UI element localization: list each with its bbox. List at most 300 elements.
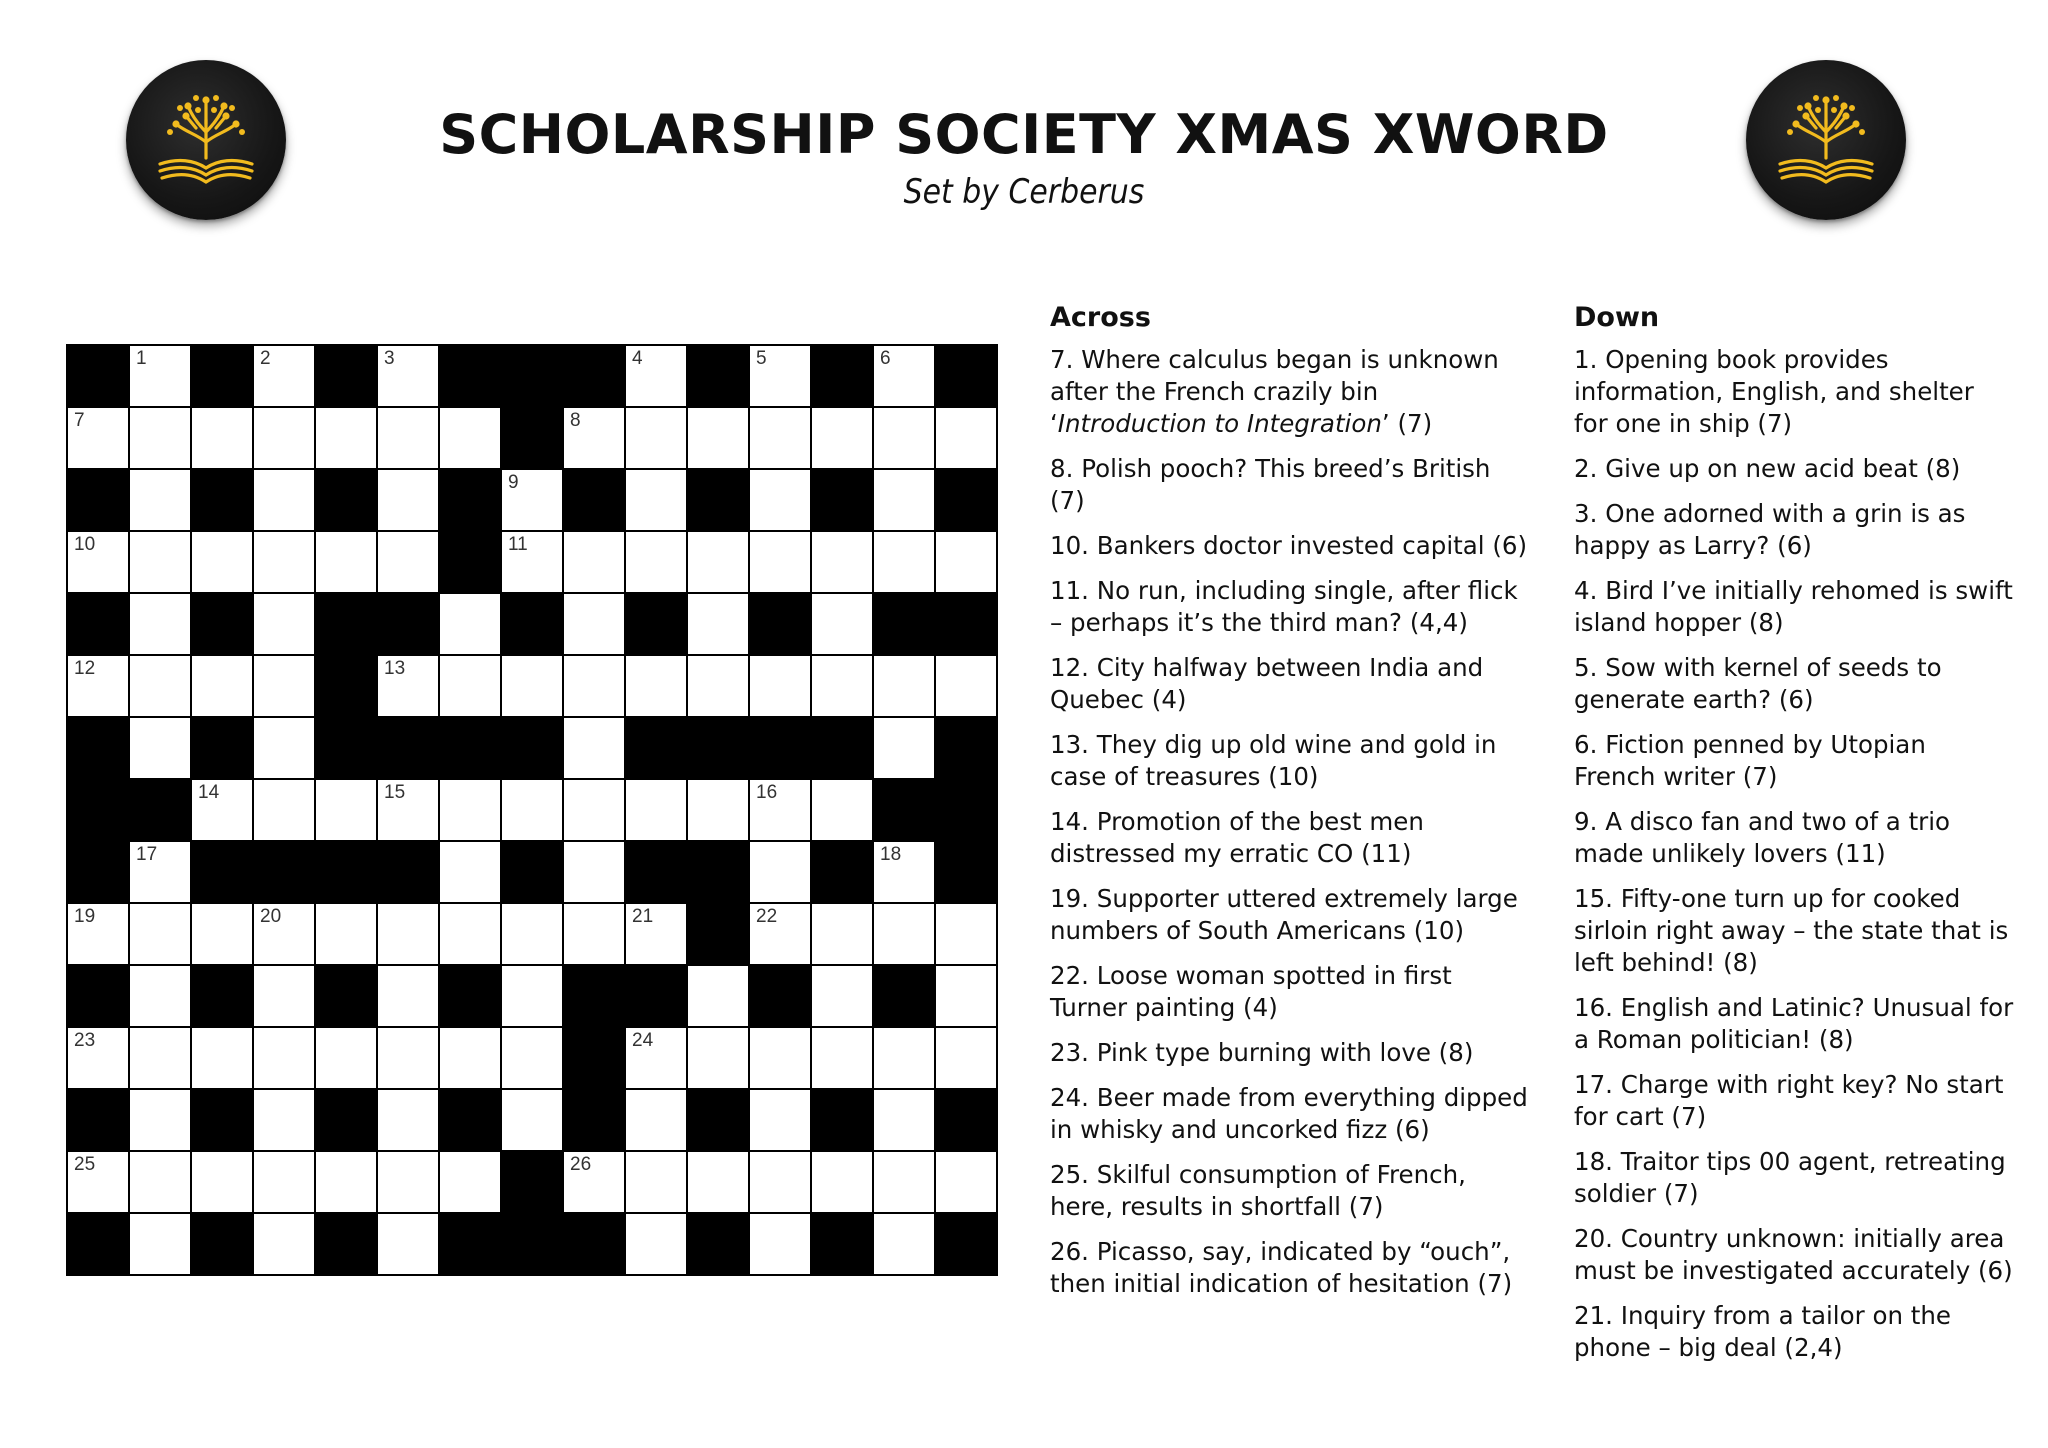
block-cell <box>191 841 253 903</box>
answer-cell[interactable] <box>377 655 439 717</box>
answer-cell[interactable] <box>501 531 563 593</box>
block-cell <box>439 531 501 593</box>
answer-cell[interactable] <box>501 965 563 1027</box>
block-cell <box>67 965 129 1027</box>
answer-cell[interactable] <box>315 531 377 593</box>
block-cell <box>563 469 625 531</box>
block-cell <box>315 841 377 903</box>
answer-cell[interactable] <box>191 655 253 717</box>
answer-cell[interactable] <box>439 655 501 717</box>
down-clues <box>1574 300 2014 1377</box>
answer-cell[interactable] <box>501 469 563 531</box>
block-cell <box>67 345 129 407</box>
down-clue <box>1574 1146 2014 1210</box>
answer-cell[interactable] <box>563 841 625 903</box>
answer-cell[interactable] <box>315 779 377 841</box>
block-cell <box>935 1089 997 1151</box>
block-cell <box>563 1089 625 1151</box>
answer-cell[interactable] <box>625 407 687 469</box>
answer-cell[interactable] <box>67 903 129 965</box>
answer-cell[interactable] <box>687 965 749 1027</box>
answer-cell[interactable] <box>377 1089 439 1151</box>
answer-cell[interactable] <box>439 1151 501 1213</box>
block-cell <box>935 345 997 407</box>
answer-cell[interactable] <box>625 1089 687 1151</box>
block-cell <box>67 593 129 655</box>
block-cell <box>501 1151 563 1213</box>
answer-cell[interactable] <box>501 655 563 717</box>
across-clue <box>1050 883 1530 947</box>
answer-cell[interactable] <box>687 407 749 469</box>
answer-cell[interactable] <box>129 593 191 655</box>
answer-cell[interactable] <box>191 1027 253 1089</box>
clue-number: 20 <box>260 906 282 927</box>
block-cell <box>625 965 687 1027</box>
answer-cell[interactable] <box>129 531 191 593</box>
answer-cell[interactable] <box>315 407 377 469</box>
block-cell <box>563 1213 625 1275</box>
clue-num: 2. <box>1574 454 1598 483</box>
clue-num: 4. <box>1574 576 1598 605</box>
clue-text: Country unknown: initially area must be investigated accurately (6) <box>1574 1224 2013 1285</box>
answer-cell[interactable] <box>563 779 625 841</box>
answer-cell[interactable] <box>129 965 191 1027</box>
answer-cell[interactable] <box>749 1027 811 1089</box>
answer-cell[interactable] <box>253 1089 315 1151</box>
answer-cell[interactable] <box>129 655 191 717</box>
clue-number: 18 <box>880 844 902 865</box>
answer-cell[interactable] <box>563 717 625 779</box>
answer-cell[interactable] <box>563 531 625 593</box>
answer-cell[interactable] <box>253 345 315 407</box>
block-cell <box>749 965 811 1027</box>
clue-num: 17. <box>1574 1070 1613 1099</box>
answer-cell[interactable] <box>129 903 191 965</box>
clue-text: Inquiry from a tailor on the phone – big deal (2,4) <box>1574 1301 1951 1362</box>
answer-cell[interactable] <box>377 1213 439 1275</box>
answer-cell[interactable] <box>935 531 997 593</box>
answer-cell[interactable] <box>501 903 563 965</box>
clue-num: 8. <box>1050 454 1074 483</box>
block-cell <box>129 779 191 841</box>
block-cell <box>687 841 749 903</box>
answer-cell[interactable] <box>935 1027 997 1089</box>
answer-cell[interactable] <box>129 469 191 531</box>
answer-cell[interactable] <box>811 779 873 841</box>
clue-number: 9 <box>508 472 519 493</box>
block-cell <box>873 593 935 655</box>
answer-cell[interactable] <box>129 407 191 469</box>
clue-text: Charge with right key? No start for cart (7) <box>1574 1070 2004 1131</box>
answer-cell[interactable] <box>811 407 873 469</box>
across-clue <box>1050 652 1530 716</box>
down-clue <box>1574 344 2014 440</box>
block-cell <box>439 1213 501 1275</box>
answer-cell[interactable] <box>439 841 501 903</box>
answer-cell[interactable] <box>749 1151 811 1213</box>
block-cell <box>439 1089 501 1151</box>
clue-text: Give up on new acid beat (8) <box>1605 454 1961 483</box>
answer-cell[interactable] <box>253 779 315 841</box>
answer-cell[interactable] <box>811 531 873 593</box>
block-cell <box>935 1213 997 1275</box>
block-cell <box>749 593 811 655</box>
answer-cell[interactable] <box>129 1027 191 1089</box>
answer-cell[interactable] <box>563 593 625 655</box>
clue-text: Traitor tips 00 agent, retreating soldier (7) <box>1574 1147 2006 1208</box>
answer-cell[interactable] <box>687 655 749 717</box>
answer-cell[interactable] <box>873 469 935 531</box>
block-cell <box>439 469 501 531</box>
answer-cell[interactable] <box>811 1151 873 1213</box>
clue-number: 14 <box>198 782 220 803</box>
clue-number: 26 <box>570 1154 592 1175</box>
answer-cell[interactable] <box>67 407 129 469</box>
answer-cell[interactable] <box>749 531 811 593</box>
answer-cell[interactable] <box>873 1027 935 1089</box>
block-cell <box>67 1089 129 1151</box>
answer-cell[interactable] <box>439 593 501 655</box>
answer-cell[interactable] <box>315 903 377 965</box>
answer-cell[interactable] <box>253 407 315 469</box>
answer-cell[interactable] <box>749 345 811 407</box>
crossword-grid <box>66 344 998 1276</box>
answer-cell[interactable] <box>625 1027 687 1089</box>
clue-num: 12. <box>1050 653 1089 682</box>
block-cell <box>377 717 439 779</box>
clue-text: No run, including single, after flick – perhaps it’s the third man? (4,4) <box>1050 576 1518 637</box>
answer-cell[interactable] <box>253 717 315 779</box>
clue-num: 21. <box>1574 1301 1613 1330</box>
clue-number: 3 <box>384 348 395 369</box>
block-cell <box>315 1213 377 1275</box>
answer-cell[interactable] <box>67 1151 129 1213</box>
answer-cell[interactable] <box>253 903 315 965</box>
down-heading: Down <box>1574 302 1660 333</box>
answer-cell[interactable] <box>501 779 563 841</box>
answer-cell[interactable] <box>377 779 439 841</box>
down-clue <box>1574 729 2014 793</box>
clue-number: 2 <box>260 348 271 369</box>
block-cell <box>191 345 253 407</box>
down-clue <box>1574 652 2014 716</box>
clue-num: 25. <box>1050 1160 1089 1189</box>
answer-cell[interactable] <box>253 655 315 717</box>
answer-cell[interactable] <box>625 779 687 841</box>
block-cell <box>811 841 873 903</box>
clue-number: 8 <box>570 410 581 431</box>
answer-cell[interactable] <box>873 903 935 965</box>
across-clues <box>1050 300 1530 1313</box>
clue-number: 6 <box>880 348 891 369</box>
block-cell <box>811 345 873 407</box>
block-cell <box>873 965 935 1027</box>
down-clue <box>1574 575 2014 639</box>
block-cell <box>811 717 873 779</box>
answer-cell[interactable] <box>935 903 997 965</box>
clue-text: Supporter uttered extremely large numbers of South Americans (10) <box>1050 884 1518 945</box>
clue-text: Where calculus began is unknown after the French crazily bin ‘ <box>1050 345 1499 438</box>
block-cell <box>67 469 129 531</box>
answer-cell[interactable] <box>625 1151 687 1213</box>
answer-cell[interactable] <box>625 1213 687 1275</box>
down-clue <box>1574 453 2014 485</box>
block-cell <box>315 593 377 655</box>
answer-cell[interactable] <box>191 531 253 593</box>
block-cell <box>501 1213 563 1275</box>
clue-number: 17 <box>136 844 158 865</box>
block-cell <box>935 469 997 531</box>
answer-cell[interactable] <box>253 1027 315 1089</box>
clue-number: 23 <box>74 1030 96 1051</box>
answer-cell[interactable] <box>625 345 687 407</box>
answer-cell[interactable] <box>67 531 129 593</box>
answer-cell[interactable] <box>749 1213 811 1275</box>
answer-cell[interactable] <box>563 407 625 469</box>
down-clue <box>1574 883 2014 979</box>
answer-cell[interactable] <box>749 903 811 965</box>
clue-num: 14. <box>1050 807 1089 836</box>
answer-cell[interactable] <box>749 655 811 717</box>
answer-cell[interactable] <box>253 593 315 655</box>
clue-text: Pink type burning with love (8) <box>1096 1038 1474 1067</box>
answer-cell[interactable] <box>873 1151 935 1213</box>
answer-cell[interactable] <box>749 841 811 903</box>
answer-cell[interactable] <box>873 531 935 593</box>
down-clue <box>1574 806 2014 870</box>
answer-cell[interactable] <box>67 655 129 717</box>
block-cell <box>935 717 997 779</box>
clue-num: 10. <box>1050 531 1089 560</box>
block-cell <box>315 469 377 531</box>
answer-cell[interactable] <box>439 779 501 841</box>
block-cell <box>811 469 873 531</box>
block-cell <box>563 1027 625 1089</box>
answer-cell[interactable] <box>377 965 439 1027</box>
answer-cell[interactable] <box>811 903 873 965</box>
clue-number: 21 <box>632 906 654 927</box>
clue-num: 9. <box>1574 807 1598 836</box>
answer-cell[interactable] <box>377 469 439 531</box>
answer-cell[interactable] <box>873 841 935 903</box>
across-heading: Across <box>1050 302 1151 333</box>
answer-cell[interactable] <box>811 965 873 1027</box>
clue-num: 1. <box>1574 345 1598 374</box>
across-clue <box>1050 575 1530 639</box>
block-cell <box>253 841 315 903</box>
clue-text: Bankers doctor invested capital (6) <box>1096 531 1528 560</box>
clue-text: Loose woman spotted in first Turner painting (4) <box>1050 961 1452 1022</box>
answer-cell[interactable] <box>625 903 687 965</box>
clue-text: Promotion of the best men distressed my erratic CO (11) <box>1050 807 1424 868</box>
answer-cell[interactable] <box>191 407 253 469</box>
clue-text: Fifty-one turn up for cooked sirloin right away – the state that is left behind! (8) <box>1574 884 2009 977</box>
answer-cell[interactable] <box>687 531 749 593</box>
answer-cell[interactable] <box>873 1089 935 1151</box>
clue-text: Fiction penned by Utopian French writer (7) <box>1574 730 1926 791</box>
block-cell <box>501 345 563 407</box>
answer-cell[interactable] <box>191 779 253 841</box>
across-clue <box>1050 1236 1530 1300</box>
block-cell <box>315 965 377 1027</box>
across-clue <box>1050 1082 1530 1146</box>
answer-cell[interactable] <box>377 903 439 965</box>
clue-text: Sow with kernel of seeds to generate earth? (6) <box>1574 653 1942 714</box>
clue-text: Skilful consumption of French, here, results in shortfall (7) <box>1050 1160 1466 1221</box>
clue-number: 1 <box>136 348 147 369</box>
answer-cell[interactable] <box>935 407 997 469</box>
answer-cell[interactable] <box>873 655 935 717</box>
block-cell <box>501 841 563 903</box>
answer-cell[interactable] <box>377 1027 439 1089</box>
answer-cell[interactable] <box>687 779 749 841</box>
clue-text: A disco fan and two of a trio made unlikely lovers (11) <box>1574 807 1951 868</box>
answer-cell[interactable] <box>439 903 501 965</box>
answer-cell[interactable] <box>377 345 439 407</box>
answer-cell[interactable] <box>129 1151 191 1213</box>
answer-cell[interactable] <box>749 407 811 469</box>
answer-cell[interactable] <box>563 655 625 717</box>
clue-num: 15. <box>1574 884 1613 913</box>
block-cell <box>439 965 501 1027</box>
down-clue <box>1574 1069 2014 1133</box>
block-cell <box>315 655 377 717</box>
down-clue <box>1574 1300 2014 1364</box>
answer-cell[interactable] <box>687 1151 749 1213</box>
answer-cell[interactable] <box>749 469 811 531</box>
clue-text: Picasso, say, indicated by “ouch”, then initial indication of hesitation (7) <box>1050 1237 1513 1298</box>
block-cell <box>191 965 253 1027</box>
answer-cell[interactable] <box>749 779 811 841</box>
answer-cell[interactable] <box>501 1027 563 1089</box>
answer-cell[interactable] <box>873 1213 935 1275</box>
across-clue <box>1050 729 1530 793</box>
clue-num: 13. <box>1050 730 1089 759</box>
answer-cell[interactable] <box>501 1089 563 1151</box>
answer-cell[interactable] <box>687 593 749 655</box>
answer-cell[interactable] <box>439 1027 501 1089</box>
answer-cell[interactable] <box>315 1027 377 1089</box>
block-cell <box>625 841 687 903</box>
clue-text-end: ’ (7) <box>1381 409 1433 438</box>
answer-cell[interactable] <box>687 1027 749 1089</box>
answer-cell[interactable] <box>873 345 935 407</box>
answer-cell[interactable] <box>439 407 501 469</box>
answer-cell[interactable] <box>129 1089 191 1151</box>
block-cell <box>687 1089 749 1151</box>
clue-number: 10 <box>74 534 96 555</box>
down-clue <box>1574 992 2014 1056</box>
block-cell <box>687 903 749 965</box>
clue-number: 24 <box>632 1030 654 1051</box>
block-cell <box>439 717 501 779</box>
block-cell <box>501 407 563 469</box>
answer-cell[interactable] <box>625 655 687 717</box>
answer-cell[interactable] <box>191 1151 253 1213</box>
answer-cell[interactable] <box>811 593 873 655</box>
answer-cell[interactable] <box>935 965 997 1027</box>
across-clue <box>1050 530 1530 562</box>
clue-text: Beer made from everything dipped in whisky and uncorked fizz (6) <box>1050 1083 1528 1144</box>
answer-cell[interactable] <box>873 407 935 469</box>
answer-cell[interactable] <box>129 841 191 903</box>
block-cell <box>749 717 811 779</box>
clue-num: 19. <box>1050 884 1089 913</box>
clue-text: They dig up old wine and gold in case of treasures (10) <box>1050 730 1497 791</box>
setter-credit: Set by Cerberus <box>903 172 1145 212</box>
down-clue-list <box>1574 344 2014 1364</box>
clue-number: 15 <box>384 782 406 803</box>
answer-cell[interactable] <box>129 717 191 779</box>
down-clue <box>1574 498 2014 562</box>
block-cell <box>67 1213 129 1275</box>
across-clue <box>1050 453 1530 517</box>
block-cell <box>377 593 439 655</box>
answer-cell[interactable] <box>873 717 935 779</box>
clue-num: 5. <box>1574 653 1598 682</box>
answer-cell[interactable] <box>377 407 439 469</box>
clue-number: 7 <box>74 410 85 431</box>
answer-cell[interactable] <box>129 1213 191 1275</box>
clue-number: 12 <box>74 658 96 679</box>
answer-cell[interactable] <box>811 655 873 717</box>
answer-cell[interactable] <box>625 531 687 593</box>
block-cell <box>315 1089 377 1151</box>
block-cell <box>377 841 439 903</box>
block-cell <box>811 1089 873 1151</box>
answer-cell[interactable] <box>935 655 997 717</box>
answer-cell[interactable] <box>563 903 625 965</box>
answer-cell[interactable] <box>377 1151 439 1213</box>
answer-cell[interactable] <box>935 1151 997 1213</box>
clue-num: 24. <box>1050 1083 1089 1112</box>
across-clue <box>1050 806 1530 870</box>
down-clue <box>1574 1223 2014 1287</box>
answer-cell[interactable] <box>315 1151 377 1213</box>
answer-cell[interactable] <box>749 1089 811 1151</box>
answer-cell[interactable] <box>811 1027 873 1089</box>
answer-cell[interactable] <box>253 1213 315 1275</box>
across-clue <box>1050 344 1530 440</box>
block-cell <box>315 345 377 407</box>
clue-number: 22 <box>756 906 778 927</box>
block-cell <box>191 593 253 655</box>
block-cell <box>935 593 997 655</box>
clue-num: 20. <box>1574 1224 1613 1253</box>
clue-number: 16 <box>756 782 778 803</box>
answer-cell[interactable] <box>253 469 315 531</box>
clue-number: 5 <box>756 348 767 369</box>
clue-num: 23. <box>1050 1038 1089 1067</box>
block-cell <box>873 779 935 841</box>
answer-cell[interactable] <box>253 1151 315 1213</box>
answer-cell[interactable] <box>191 903 253 965</box>
clue-text: Opening book provides information, English, and shelter for one in ship (7) <box>1574 345 1974 438</box>
answer-cell[interactable] <box>253 531 315 593</box>
clue-number: 25 <box>74 1154 96 1175</box>
answer-cell[interactable] <box>253 965 315 1027</box>
answer-cell[interactable] <box>377 531 439 593</box>
clue-number: 19 <box>74 906 96 927</box>
answer-cell[interactable] <box>129 345 191 407</box>
block-cell <box>67 717 129 779</box>
clue-text: City halfway between India and Quebec (4) <box>1050 653 1484 714</box>
answer-cell[interactable] <box>67 1027 129 1089</box>
clue-number: 4 <box>632 348 643 369</box>
answer-cell[interactable] <box>625 469 687 531</box>
clue-num: 16. <box>1574 993 1613 1022</box>
answer-cell[interactable] <box>563 1151 625 1213</box>
